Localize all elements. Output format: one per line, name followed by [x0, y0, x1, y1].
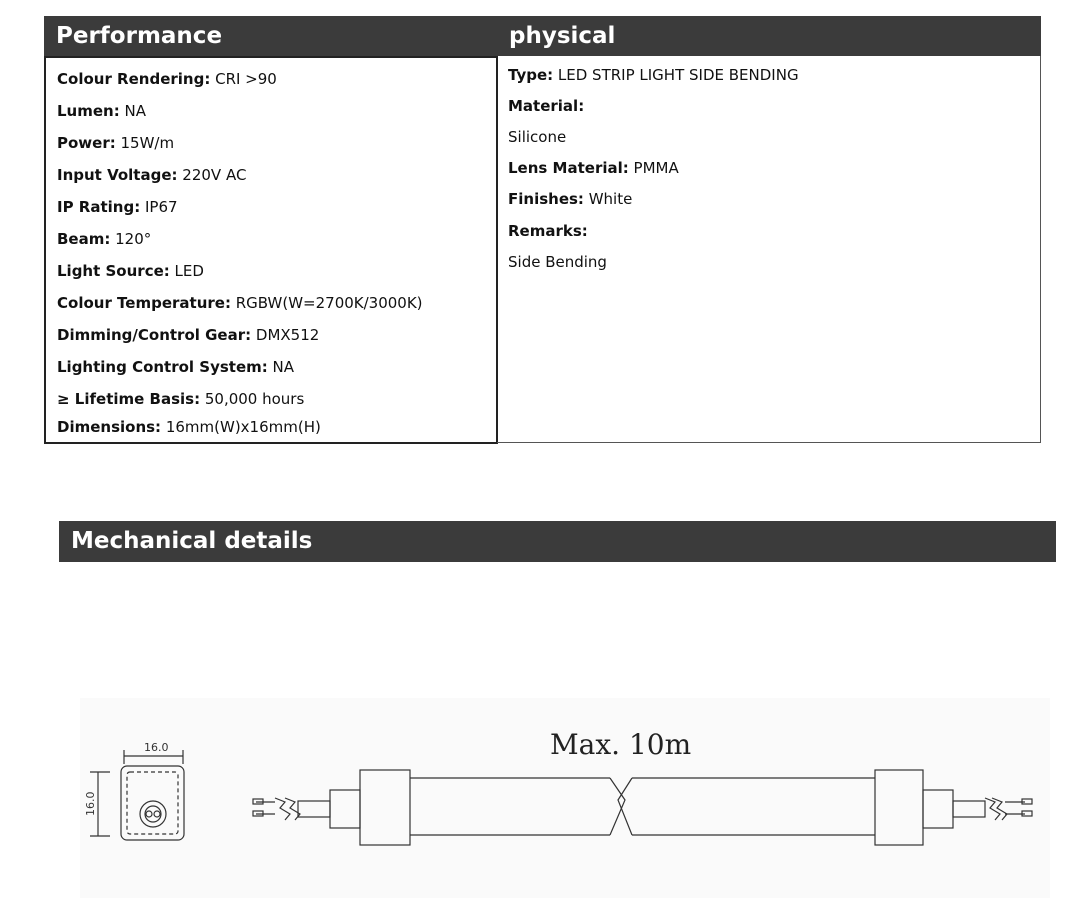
phys-row: Side Bending: [508, 253, 607, 271]
perf-row: Input Voltage: 220V AC: [57, 166, 247, 184]
performance-panel: [44, 56, 498, 444]
phys-row: Material:: [508, 97, 585, 115]
perf-row: IP Rating: IP67: [57, 198, 178, 216]
mechanical-title: Mechanical details: [71, 528, 313, 554]
height-dimension-label: 16.0: [84, 791, 97, 816]
performance-title: Performance: [56, 23, 223, 49]
perf-row: Power: 15W/m: [57, 134, 175, 152]
physical-panel: [497, 56, 1041, 443]
phys-row: Type: LED STRIP LIGHT SIDE BENDING: [508, 66, 799, 84]
perf-row: Colour Rendering: CRI >90: [57, 70, 277, 88]
physical-header: [497, 16, 1041, 56]
strip-drawing-svg: [80, 690, 1050, 900]
width-dimension-label: 16.0: [144, 741, 169, 754]
perf-row: Dimming/Control Gear: DMX512: [57, 326, 320, 344]
perf-row: ≥ Lifetime Basis: 50,000 hours: [57, 390, 305, 408]
mechanical-drawing: [80, 690, 1050, 900]
phys-row: Silicone: [508, 128, 567, 146]
perf-row: Beam: 120°: [57, 230, 152, 248]
perf-row: Lighting Control System: NA: [57, 358, 295, 376]
perf-row: Colour Temperature: RGBW(W=2700K/3000K): [57, 294, 423, 312]
phys-row: Finishes: White: [508, 190, 633, 208]
physical-title: physical: [509, 23, 616, 49]
perf-row: Light Source: LED: [57, 262, 204, 280]
perf-row: Lumen: NA: [57, 102, 146, 120]
perf-row: Dimensions: 16mm(W)x16mm(H): [57, 418, 321, 436]
phys-row: Lens Material: PMMA: [508, 159, 679, 177]
mechanical-header: [59, 521, 1056, 562]
length-label: Max. 10m: [550, 728, 692, 761]
phys-row: Remarks:: [508, 222, 588, 240]
performance-header: [44, 16, 497, 56]
